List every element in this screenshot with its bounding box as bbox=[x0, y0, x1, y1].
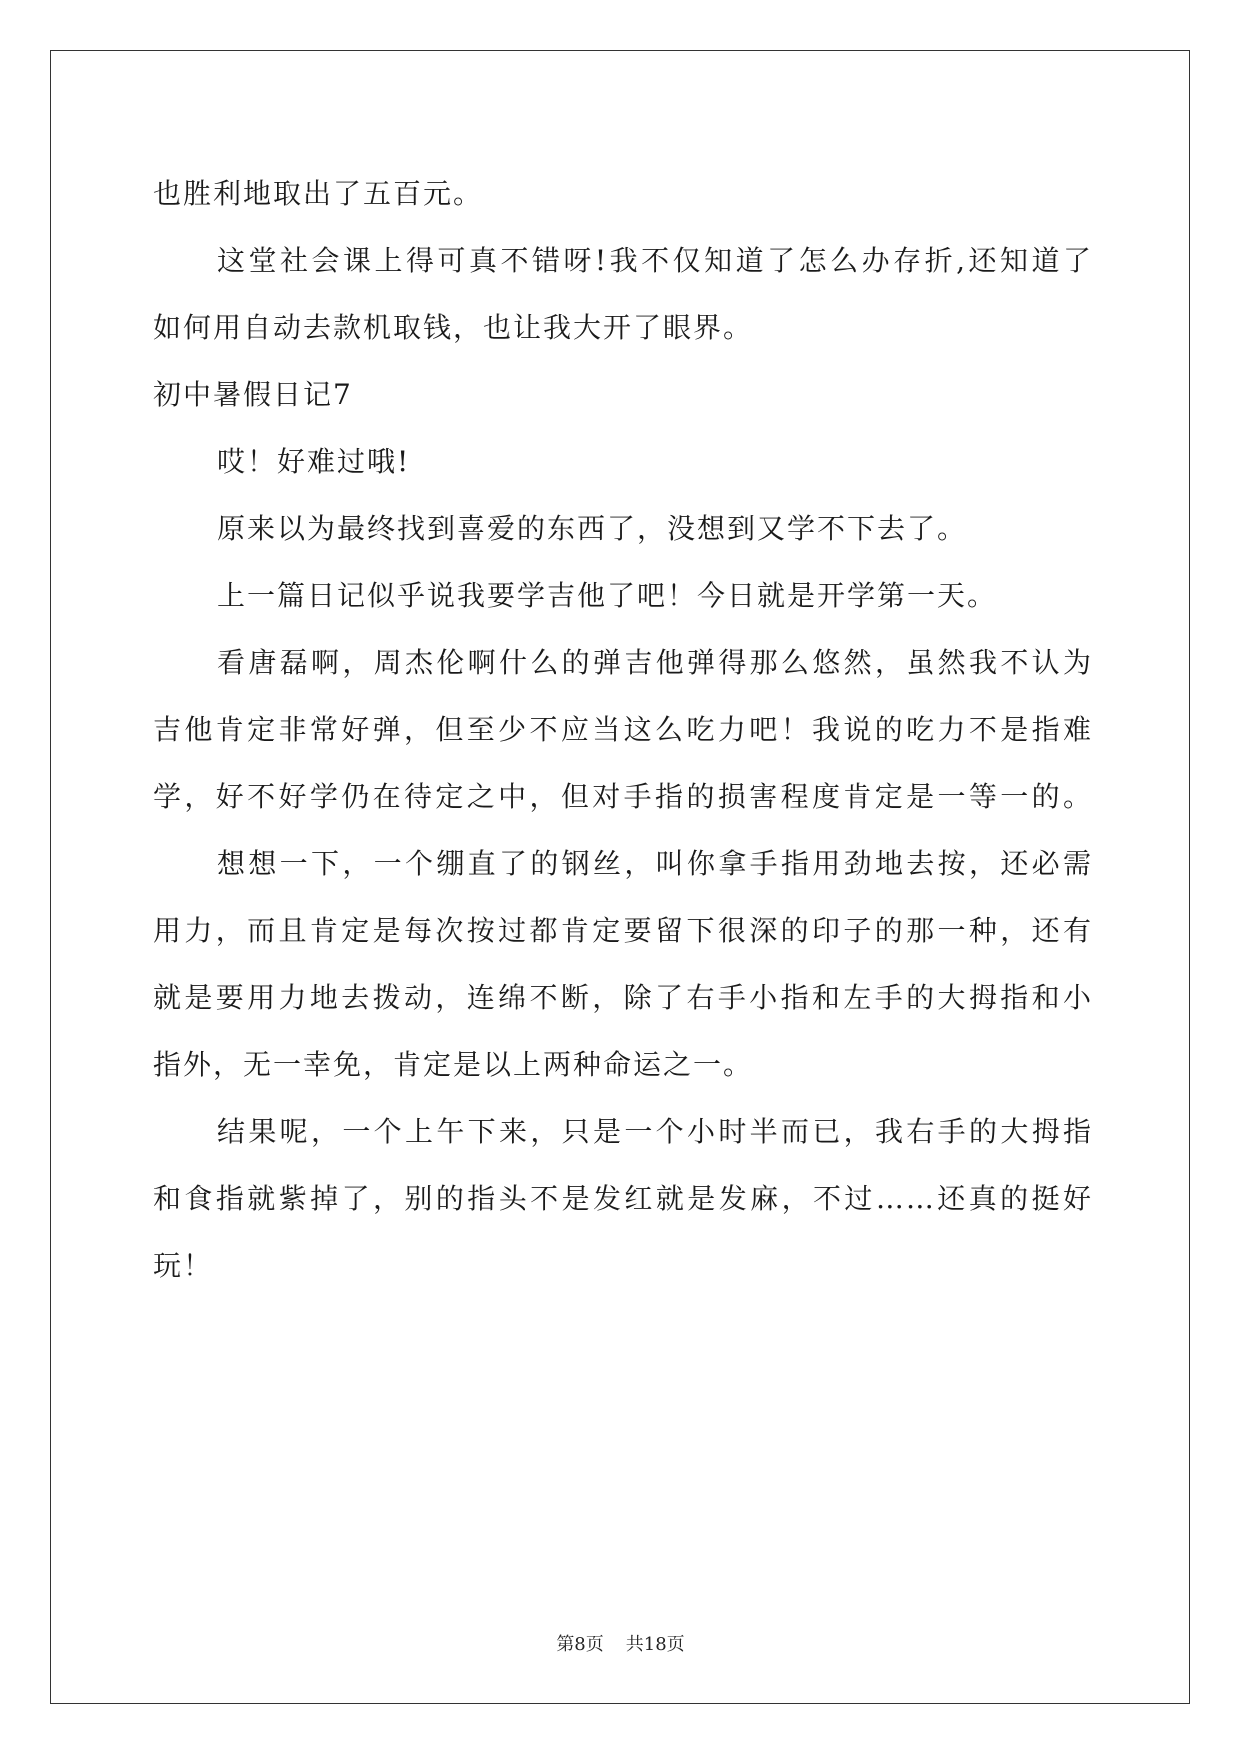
paragraph-line: 吉他肯定非常好弹，但至少不应当这么吃力吧！我说的吃力不是指难 bbox=[153, 713, 1093, 746]
current-page-label: 第8页 bbox=[556, 1634, 604, 1655]
paragraph-line: 学，好不好学仍在待定之中，但对手指的损害程度肯定是一等一的。 bbox=[153, 780, 1093, 813]
paragraph-line: 想想一下，一个绷直了的钢丝，叫你拿手指用劲地去按，还必需 bbox=[217, 847, 1093, 880]
page-footer bbox=[0, 1630, 1241, 1656]
paragraph-line: 玩！ bbox=[153, 1249, 214, 1282]
paragraph-line: 这堂社会课上得可真不错呀!我不仅知道了怎么办存折,还知道了 bbox=[217, 244, 1093, 277]
paragraph-line: 如何用自动去款机取钱，也让我大开了眼界。 bbox=[153, 311, 754, 344]
total-pages-label: 共18页 bbox=[625, 1634, 685, 1655]
paragraph-line: 用力，而且肯定是每次按过都肯定要留下很深的印子的那一种，还有 bbox=[153, 914, 1093, 947]
paragraph-line: 结果呢，一个上午下来，只是一个小时半而已，我右手的大拇指 bbox=[217, 1115, 1093, 1148]
paragraph-line: 原来以为最终找到喜爱的东西了，没想到又学不下去了。 bbox=[217, 512, 968, 545]
section-heading: 初中暑假日记7 bbox=[153, 378, 353, 411]
paragraph-line: 上一篇日记似乎说我要学吉他了吧！今日就是开学第一天。 bbox=[217, 579, 998, 612]
document-body bbox=[153, 160, 1093, 1299]
paragraph-line: 指外，无一幸免，肯定是以上两种命运之一。 bbox=[153, 1048, 754, 1081]
paragraph-line: 哎！好难过哦! bbox=[217, 445, 411, 478]
paragraph-line: 也胜利地取出了五百元。 bbox=[153, 177, 484, 210]
paragraph-line: 就是要用力地去拨动，连绵不断，除了右手小指和左手的大拇指和小 bbox=[153, 981, 1093, 1014]
paragraph-line: 和食指就紫掉了，别的指头不是发红就是发麻，不过……还真的挺好 bbox=[153, 1182, 1093, 1215]
paragraph-line: 看唐磊啊，周杰伦啊什么的弹吉他弹得那么悠然，虽然我不认为 bbox=[217, 646, 1093, 679]
